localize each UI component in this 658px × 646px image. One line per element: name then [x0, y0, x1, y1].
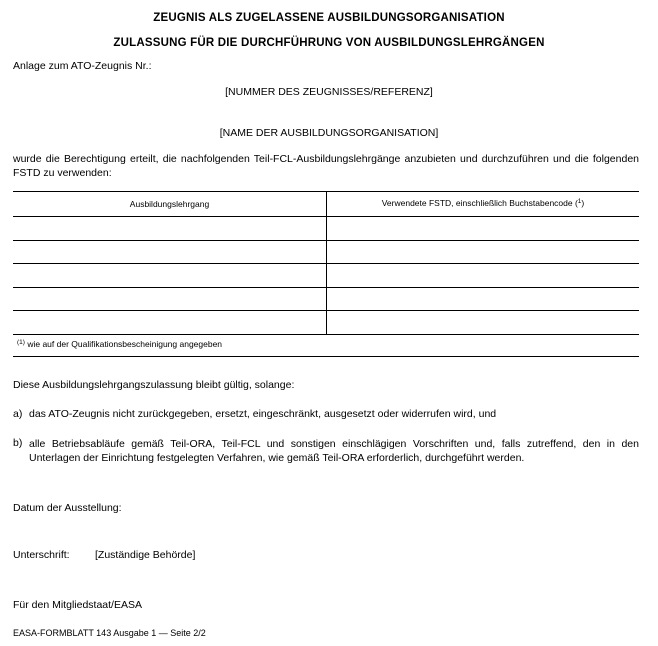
member-state-label: Für den Mitgliedstaat/EASA	[13, 599, 142, 611]
table-row-line	[13, 287, 639, 288]
condition-b-text: alle Betriebsabläufe gemäß Teil-ORA, Teil-FCL und sonstigen einschlägigen Vorschriften und, falls zutreffend, den in den Unterlagen der Einrichtung festgelegten Verfahren, wie gemäß Teil-ORA erforderlich, durchgeführt werden.	[29, 438, 639, 464]
organisation-name: [NAME DER AUSBILDUNGSORGANISATION]	[219, 127, 439, 139]
table-header-bottom	[13, 216, 639, 217]
table-row-line	[13, 310, 639, 311]
intro-text: wurde die Berechtigung erteilt, die nachfolgenden Teil-FCL-Ausbildungslehrgänge anzubieten und durchzuführen und die folgenden FSTD zu verwenden:	[13, 153, 639, 179]
table-header-course: Ausbildungslehrgang	[129, 199, 210, 209]
document-title: ZEUGNIS ALS ZUGELASSENE AUSBILDUNGSORGANISATION	[153, 12, 505, 24]
table-footnote: $^{(1)}$ wie auf der Qualifikationsbescheinigung angegeben	[17, 339, 223, 349]
document-subtitle: ZULASSUNG FÜR DIE DURCHFÜHRUNG VON AUSBILDUNGSLEHRGÄNGEN	[113, 37, 545, 49]
form-identifier: EASA-FORMBLATT 143 Ausgabe 1 — Seite 2/2	[13, 628, 206, 638]
table-bottom-border	[13, 356, 639, 357]
annex-label: Anlage zum ATO-Zeugnis Nr.:	[13, 60, 152, 72]
issue-date-label: Datum der Ausstellung:	[13, 502, 122, 514]
table-row-line	[13, 263, 639, 264]
condition-a-label: a)	[13, 408, 23, 420]
validity-intro: Diese Ausbildungslehrgangszulassung bleibt gültig, solange:	[13, 379, 295, 391]
footnote-reference: 1	[577, 198, 582, 205]
certificate-reference: [NUMMER DES ZEUGNISSES/REFERENZ]	[225, 86, 433, 98]
table-row-line	[13, 334, 639, 335]
signature-authority: [Zuständige Behörde]	[95, 549, 196, 561]
table-header-fstd: Verwendete FSTD, einschließlich Buchstabencode ($^1$)	[381, 198, 585, 208]
signature-label: Unterschrift:	[13, 549, 70, 561]
table-row-line	[13, 240, 639, 241]
condition-b-label: b)	[13, 437, 23, 449]
condition-a-text: das ATO-Zeugnis nicht zurückgegeben, ersetzt, eingeschränkt, ausgesetzt oder widerrufen wird, und	[29, 408, 497, 420]
